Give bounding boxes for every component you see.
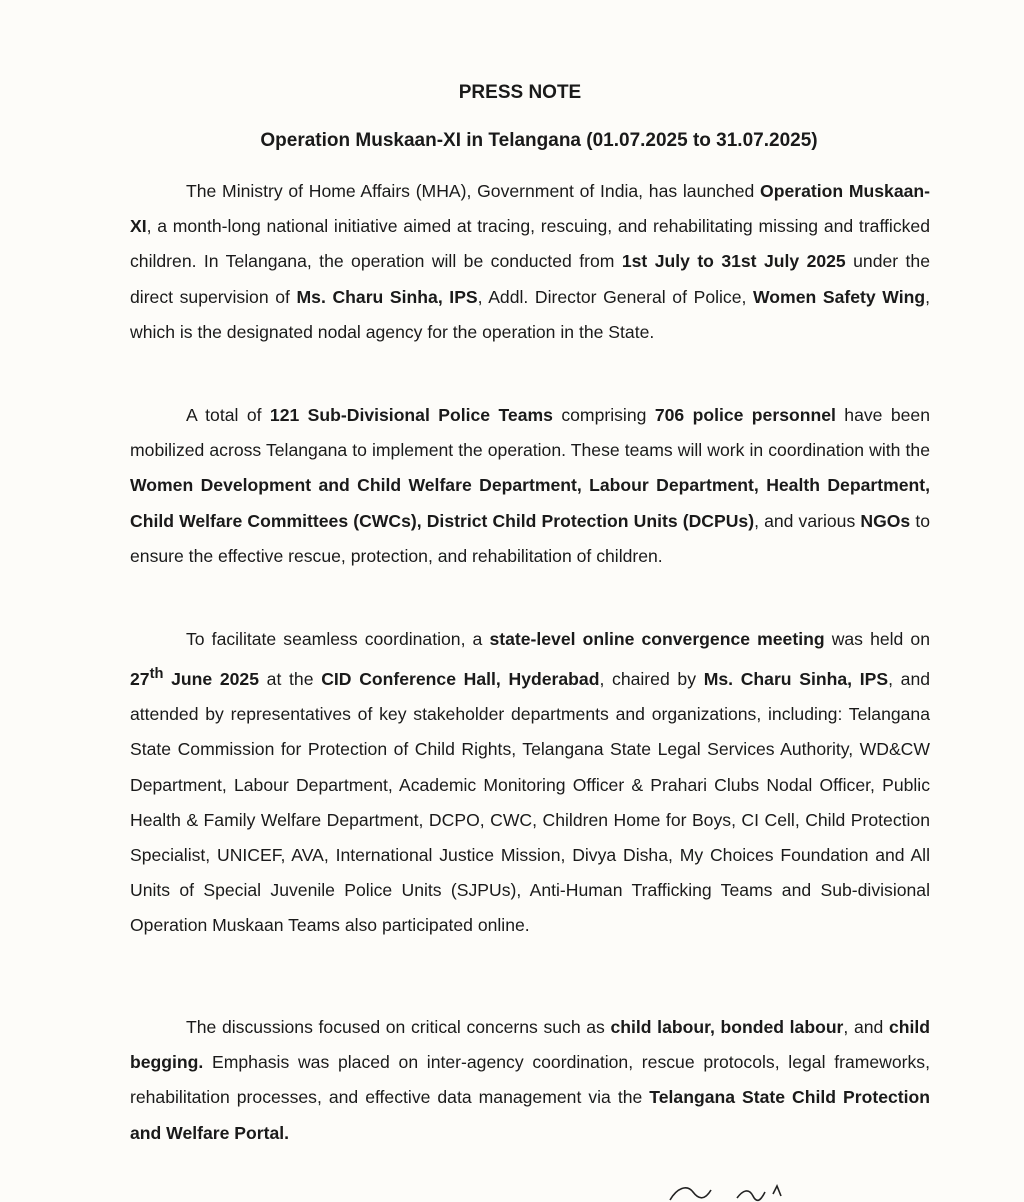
p3-text-3: at the <box>259 669 322 690</box>
p4-bold-2: child begging. <box>130 1017 930 1073</box>
page-subtitle: Operation Muskaan-XI in Telangana (01.07.2025 to 31.07.2025) <box>260 130 818 151</box>
paragraph-discussions <box>130 1010 930 1151</box>
p1-bold-4: Women Safety Wing <box>753 286 926 307</box>
p2-bold-3: Women Development and Child Welfare Department, Labour Department, Health Department, Child Welfare Committees (CWCs), District Child Protection Units (DCPUs) <box>130 475 930 531</box>
p1-bold-3: Ms. Charu Sinha, IPS <box>296 286 478 307</box>
p2-text-4: , and various <box>754 510 861 531</box>
p3-text-4: , chaired by <box>599 669 704 690</box>
p1-text-1: The Ministry of Home Affairs (MHA), Government of India, has launched <box>186 181 761 201</box>
paragraph-teams <box>130 398 930 574</box>
p2-text-5: to ensure the effective rescue, protection, and rehabilitation of children. <box>130 510 931 566</box>
p4-text-2: , and <box>843 1017 889 1037</box>
p4-bold-1: child labour, bonded labour <box>610 1017 844 1037</box>
p2-text-3: have been mobilized across Telangana to implement the operation. These teams will work in coordination with the <box>130 405 930 461</box>
p3-bold-4: Ms. Charu Sinha, IPS <box>703 669 889 690</box>
p3-date-suffix: th <box>149 666 164 683</box>
p1-bold-1: Operation Muskaan-XI <box>130 181 930 237</box>
p3-text-2: was held on <box>824 629 930 649</box>
p1-bold-2: 1st July to 31st July 2025 <box>621 251 846 272</box>
p2-bold-2: 706 police personnel <box>654 405 836 425</box>
p1-text-3: under the direct supervision of <box>130 251 930 307</box>
p2-text-1: A total of <box>186 405 270 425</box>
p1-text-5: , which is the designated nodal agency for the operation in the State. <box>130 286 930 342</box>
page-title: PRESS NOTE <box>458 82 582 103</box>
paragraph-launch <box>130 174 930 350</box>
p3-date-month: June 2025 <box>163 669 259 690</box>
p2-bold-4: NGOs <box>860 510 911 531</box>
p4-text-1: The discussions focused on critical concerns such as <box>186 1017 611 1037</box>
paragraph-meeting <box>130 622 930 944</box>
p3-date-day: 27 <box>130 669 150 690</box>
p1-text-4: , Addl. Director General of Police, <box>477 286 754 307</box>
p4-bold-3: Telangana State Child Protection and Welfare Portal. <box>130 1087 931 1143</box>
p4-text-3: Emphasis was placed on inter-agency coordination, rescue protocols, legal frameworks, rehabilitation processes, and effective data management via the <box>130 1052 930 1108</box>
p2-text-2: comprising <box>552 405 655 425</box>
signature-mark <box>665 1182 805 1202</box>
p2-bold-1: 121 Sub-Divisional Police Teams <box>269 405 553 425</box>
p3-bold-3: CID Conference Hall, Hyderabad <box>321 669 600 690</box>
p1-text-2: , a month-long national initiative aimed at tracing, rescuing, and rehabilitating missing and trafficked children. In Telangana, the operation will be conducted from <box>130 216 930 272</box>
p3-text-5: , and attended by representatives of key stakeholder departments and organizations, including: Telangana State Commission for Protection of Child Rights, Telangana State Legal Services Authority, WD&CW Department, Labour Department, Academic Monitoring Officer & Prahari Clubs Nodal Officer, Public Health & Family Welfare Department, DCPO, CWC, Children Home for Boys, CI Cell, Child Protection Specialist, UNICEF, AVA, International Justice Mission, Divya Disha, My Choices Foundation and All Units of Special Juvenile Police Units (SJPUs), Anti-Human Trafficking Teams and Sub-divisional Operation Muskaan Teams also participated online. <box>130 669 931 936</box>
p3-bold-1: state-level online convergence meeting <box>489 629 825 649</box>
p3-bold-date <box>130 666 259 690</box>
p3-text-1: To facilitate seamless coordination, a <box>186 629 490 649</box>
